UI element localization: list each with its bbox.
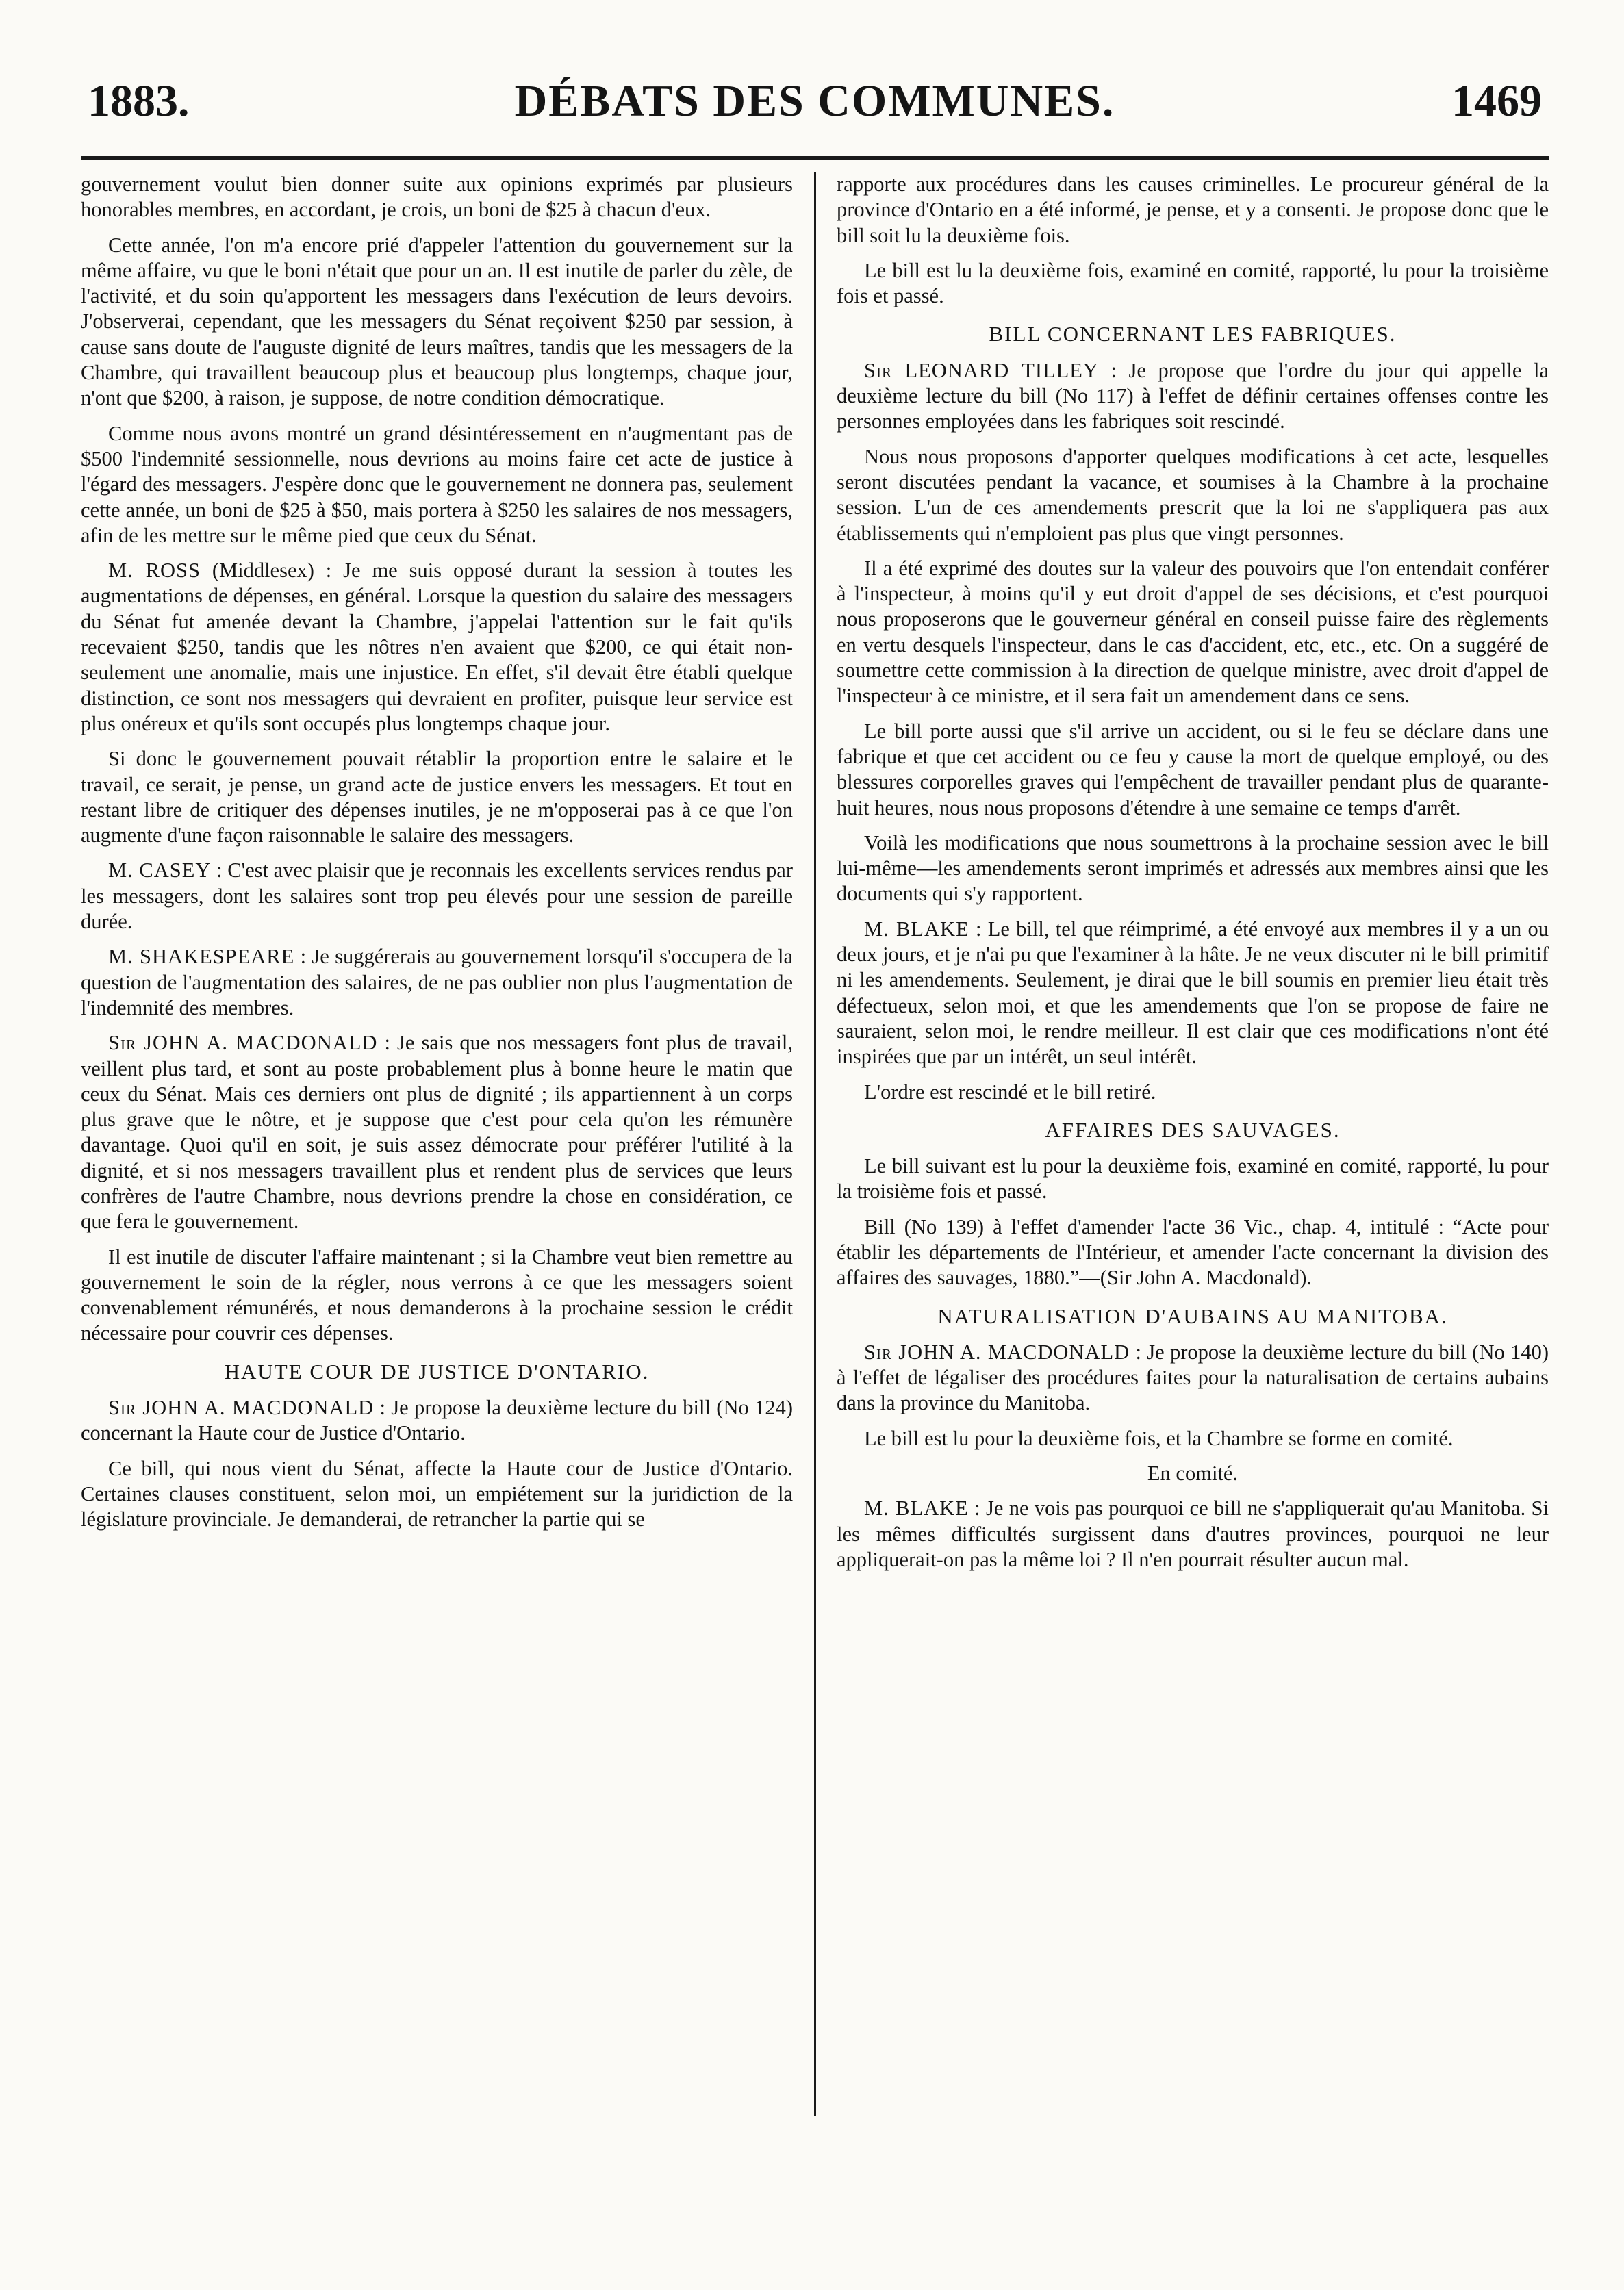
paragraph: Voilà les modifications que nous soumettrons à la prochaine session avec le bill lui-même—les amendements seront imprimés et adressés aux membres ainsi que les documents qui s'y rapportent. bbox=[837, 830, 1549, 906]
speech-macdonald-nat bbox=[837, 1340, 1549, 1416]
right-column bbox=[837, 172, 1549, 2116]
paragraph: Bill (No 139) à l'effet d'amender l'acte 36 Vic., chap. 4, intitulé : “Acte pour établir les départements de l'Intérieur, et amender l'acte concernant la division des affaires des sauvages, 1880.”—(Sir John A. Macdonald). bbox=[837, 1214, 1549, 1290]
section-heading-naturalisation: NATURALISATION D'AUBAINS AU MANITOBA. bbox=[937, 1303, 1448, 1328]
speech-blake bbox=[837, 917, 1549, 1070]
speech-macdonald-hc bbox=[81, 1395, 793, 1447]
header-year: 1883. bbox=[88, 76, 190, 126]
speech-text: : C'est avec plaisir que je reconnais les excellents services rendus par les messagers, dont les salaires sont trop peu élevés pour une session de pareille durée. bbox=[81, 858, 793, 934]
speech-tilley bbox=[837, 358, 1549, 435]
paragraph: Le bill porte aussi que s'il arrive un accident, ou si le feu se déclare dans une fabrique et que cet accident ou ce feu y cause la mort de quelque employé, ou des blessures corporelles graves qui l'empêchent de travailler pendant plus de quarante-huit heures, nous nous proposons d'étendre à une semaine ce temps d'arrêt. bbox=[837, 719, 1549, 819]
speech-text: : Je sais que nos messagers font plus de travail, veillent plus tard, et sont au poste probablement plus à bonne heure le matin que ceux du Sénat. Mais ces derniers ont plus de dignité ; ils appartiennent à un corps plus grave que le nôtre, et je suppose que c'est pour cela qu'on les rémunère davantage. Quoi qu'il en soit, je suis assez démocrate pour préférer l'utilité à la dignité, et si nos messagers travaillent plus et rendent plus de services que leurs confrères de l'autre Chambre, nous devrions prendre la chose en considération, ce que fera le gouvernement. bbox=[81, 1031, 793, 1234]
left-column bbox=[81, 172, 793, 2116]
paragraph: Nous nous proposons d'apporter quelques modifications à cet acte, lesquelles seront discutées pendant la vacance, et soumises à la Chambre à la prochaine session. L'un de ces amendements prescrit que la loi ne s'appliquera pas aux établissements qui n'emploient pas plus que vingt personnes. bbox=[837, 444, 1549, 545]
speaker-name: Sir JOHN A. MACDONALD bbox=[108, 1031, 378, 1055]
speech-text: : Je ne vois pas pourquoi ce bill ne s'appliquerait qu'au Manitoba. Si les mêmes difficultés surgissent dans d'autres provinces, pourquoi ne leur appliquerait-on pas la même loi ? Il n'en pourrait résulter aucun mal. bbox=[837, 1497, 1549, 1571]
speaker-name: M. ROSS bbox=[108, 559, 201, 583]
header-rule bbox=[81, 156, 1549, 160]
section-heading-haute-cour: HAUTE COUR DE JUSTICE D'ONTARIO. bbox=[224, 1359, 650, 1384]
speech-text: (Middlesex) : Je me suis opposé durant la session à toutes les augmentations de dépenses, en général. Lorsque la question du salaire des messagers du Sénat fut amenée devant la Chambre, j'appelai l'attention sur le fait qu'ils recevaient $250, tandis que les nôtres n'en avaient que $200, ce qui était non-seulement une anomalie, mais une injustice. En effet, s'il devait être établi quelque distinction, ce sont nos messagers qui devraient en profiter, puisque leur service est plus onéreux et qu'ils sont occupés plus longtemps chaque jour. bbox=[81, 559, 793, 735]
speaker-name: M. BLAKE bbox=[864, 1497, 969, 1521]
speaker-name: Sir LEONARD TILLEY bbox=[864, 358, 1099, 382]
speaker-name: M. BLAKE bbox=[864, 917, 969, 941]
two-column-body bbox=[81, 172, 1549, 2116]
speaker-name: M. CASEY bbox=[108, 858, 212, 882]
speech-macdonald bbox=[81, 1030, 793, 1234]
speech-text: : Je propose la deuxième lecture du bill (No 124) concernant la Haute cour de Justice d'Ontario. bbox=[81, 1396, 793, 1445]
column-divider bbox=[814, 172, 816, 2116]
speech-shakespeare bbox=[81, 944, 793, 1021]
paragraph: gouvernement voulut bien donner suite aux opinions exprimés par plusieurs honorables membres, en accordant, je crois, un boni de $25 à chacun d'eux. bbox=[81, 173, 793, 222]
speech-blake-2 bbox=[837, 1496, 1549, 1573]
speaker-name: Sir JOHN A. MACDONALD bbox=[864, 1340, 1130, 1364]
paragraph: Le bill suivant est lu pour la deuxième fois, examiné en comité, rapporté, lu pour la troisième fois et passé. bbox=[837, 1154, 1549, 1204]
paragraph: Cette année, l'on m'a encore prié d'appeler l'attention du gouvernement sur la même affaire, vu que le boni n'était que pour un an. Il est inutile de parler du zèle, de l'activité, et du soin qu'apportent les messagers dans l'exécution de leurs devoirs. J'observerai, cependant, que les messagers du Sénat reçoivent $250 par session, à cause sans doute de l'auguste dignité de leurs maîtres, tandis que les messagers de la Chambre, qui travaillent beaucoup plus et beaucoup plus longtemps, chaque jour, n'ont que $200, à raison, je suppose, de notre condition démocratique. bbox=[81, 233, 793, 410]
speaker-name: M. SHAKESPEARE bbox=[108, 945, 295, 969]
paragraph: Si donc le gouvernement pouvait rétablir la proportion entre le salaire et le travail, ce serait, je pense, un grand acte de justice envers les messagers. Et tout en restant libre de critiquer des dépenses inutiles, je ne m'opposerai pas à ce que l'on augmente d'une façon raisonnable le salaire des messagers. bbox=[81, 747, 793, 848]
speaker-name: Sir JOHN A. MACDONALD bbox=[108, 1396, 375, 1420]
paragraph: Il a été exprimé des doutes sur la valeur des pouvoirs que l'on entendait conférer à l'inspecteur, à moins qu'il y eut droit d'appel de ses décisions, et c'est pourquoi nous proposerons que le gouverneur général en conseil puisse faire des règlements en vertu desquels l'inspecteur, dans le cas d'accident, etc, etc., etc. On a suggéré de soumettre cette commission à la direction de quelque ministre, avec droit d'appel de l'inspecteur à ce ministre, et il sera fait un amendement dans ce sens. bbox=[837, 556, 1549, 708]
paragraph: L'ordre est rescindé et le bill retiré. bbox=[864, 1080, 1156, 1104]
header-title: DÉBATS DES COMMUNES. bbox=[514, 76, 1115, 126]
speech-text: : Je suggérerais au gouvernement lorsqu'il s'occupera de la question de l'augmentation des salaires, de ne pas oublier non plus l'augmentation de l'indemnité des membres. bbox=[81, 945, 793, 1019]
paragraph: rapporte aux procédures dans les causes criminelles. Le procureur général de la province d'Ontario en a été informé, je pense, et y a consenti. Je propose donc que le bill soit lu la deuxième fois. bbox=[837, 173, 1549, 247]
paragraph: Le bill est lu pour la deuxième fois, et la Chambre se forme en comité. bbox=[864, 1426, 1454, 1450]
paragraph: Il est inutile de discuter l'affaire maintenant ; si la Chambre veut bien remettre au gouvernement le soin de la régler, nous verrons à ce que les messagers soient convenablement rémunérés, et nous demanderons à la prochaine session le crédit nécessaire pour couvrir ces dépenses. bbox=[81, 1245, 793, 1345]
speech-ross bbox=[81, 558, 793, 737]
header-page-number: 1469 bbox=[1451, 76, 1542, 126]
paragraph: Comme nous avons montré un grand désintéressement en n'augmentant pas de $500 l'indemnité sessionnelle, nous devrions au moins faire cet acte de justice à l'égard des messagers. J'espère donc que le gouvernement ne donnera pas, seulement cette année, un boni de $25 à $50, mais portera à $250 les salaires de nos messagers, afin de les mettre sur le même pied que ceux du Sénat. bbox=[81, 421, 793, 547]
paragraph: Ce bill, qui nous vient du Sénat, affecte la Haute cour de Justice d'Ontario. Certaines clauses constituent, selon moi, un empiétement sur la juridiction de la législature provinciale. Je demanderai, de retrancher la partie qui se bbox=[81, 1456, 793, 1531]
paragraph: Le bill est lu la deuxième fois, examiné en comité, rapporté, lu pour la troisième fois et passé. bbox=[837, 258, 1549, 308]
section-heading-sauvages: AFFAIRES DES SAUVAGES. bbox=[1045, 1117, 1341, 1142]
page-header bbox=[81, 75, 1549, 156]
speech-text: : Je propose la deuxième lecture du bill (No 140) à l'effet de légaliser des procédures faites pour la naturalisation de certains aubains dans la province du Manitoba. bbox=[837, 1340, 1549, 1415]
speech-text: : Le bill, tel que réimprimé, a été envoyé aux membres il y a un ou deux jours, et je n'ai pu que l'examiner à la hâte. Je ne veux discuter ni le bill primitif ni les amendements. Seulement, je dirai que le bill soumis en premier lieu était très défectueux, selon moi, et que les amendements que l'on se propose de faire ne sauraient, selon moi, le rendre meilleur. Il est clair que ces modifications n'ont été inspirées que par un intérêt, un seul intérêt. bbox=[837, 917, 1549, 1069]
speech-casey bbox=[81, 858, 793, 934]
en-comite-label: En comité. bbox=[1147, 1462, 1239, 1486]
speech-text: : Je propose que l'ordre du jour qui appelle la deuxième lecture du bill (No 117) à l'effet de définir certaines offenses contre les personnes employées dans les fabriques soit rescindé. bbox=[837, 358, 1549, 433]
section-heading-fabriques: BILL CONCERNANT LES FABRIQUES. bbox=[989, 322, 1397, 346]
